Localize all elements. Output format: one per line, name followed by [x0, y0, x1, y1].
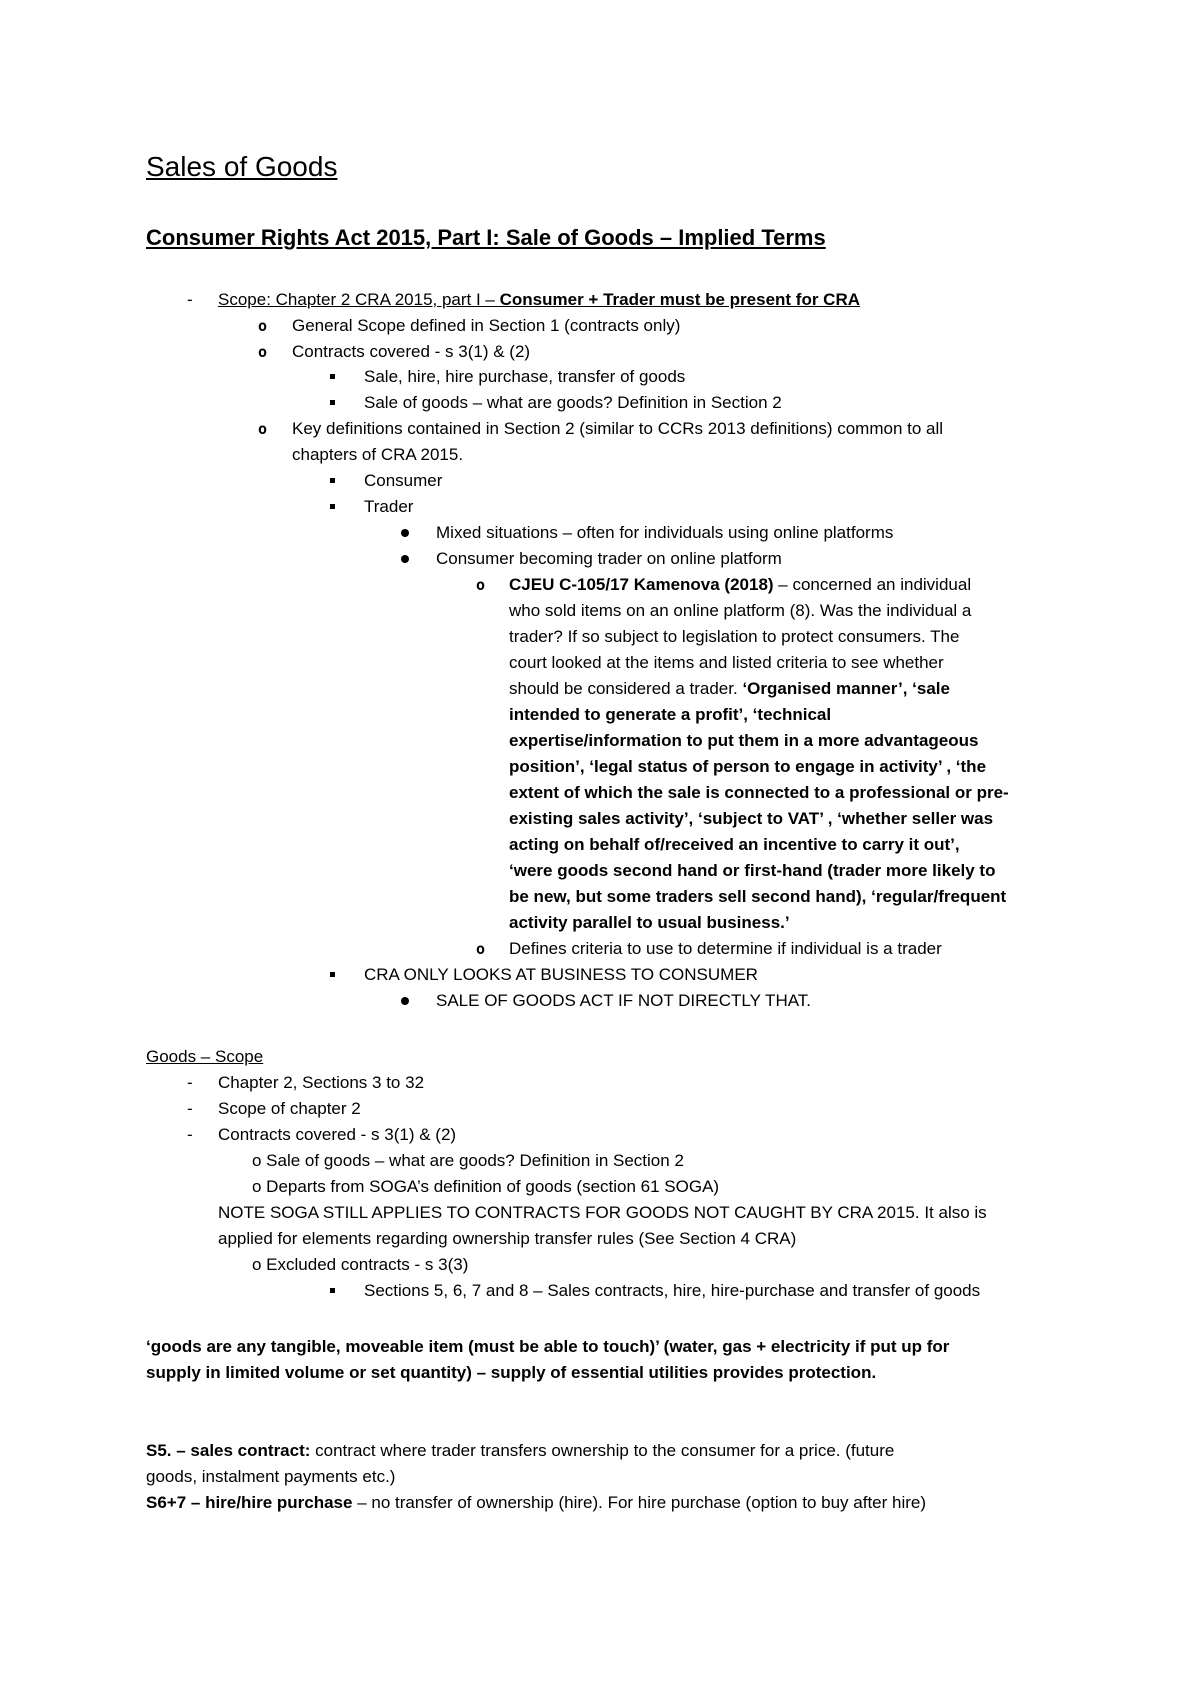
square-bullet	[330, 972, 335, 977]
case-criteria: ‘Organised manner’, ‘sale	[742, 679, 950, 698]
list-item: General Scope defined in Section 1 (contracts only)	[292, 316, 681, 335]
circle-bullet: o	[258, 420, 268, 438]
scope-line-label: Scope: Chapter 2 CRA 2015, part I –	[218, 290, 500, 309]
circle-bullet: o	[258, 343, 268, 361]
subheading: Goods – Scope	[146, 1047, 264, 1066]
list-item: Mixed situations – often for individuals using online platforms	[436, 523, 894, 542]
case-criteria-line: expertise/information to put them in a more advantageous	[509, 731, 979, 750]
note-line: applied for elements regarding ownership transfer rules (See Section 4 CRA)	[218, 1229, 797, 1248]
s67-line	[146, 1492, 926, 1514]
list-item: Sale, hire, hire purchase, transfer of goods	[364, 367, 686, 386]
s5-text: contract where trader transfers ownership to the consumer for a price. (future	[310, 1441, 895, 1460]
case-criteria-line: acting on behalf of/received an incentive to carry it out’,	[509, 835, 960, 854]
dash-bullet: -	[187, 290, 193, 309]
section-heading: Consumer Rights Act 2015, Part I: Sale of Goods – Implied Terms	[146, 225, 826, 250]
circle-bullet: o	[476, 940, 486, 958]
round-bullet	[401, 529, 409, 537]
circle-bullet: o	[476, 576, 486, 594]
scope-line	[218, 289, 860, 311]
list-item: Contracts covered - s 3(1) & (2)	[292, 342, 531, 361]
case-intro: – concerned an individual	[773, 575, 972, 594]
list-item: Scope of chapter 2	[218, 1099, 361, 1118]
round-bullet	[401, 555, 409, 563]
list-item: o Excluded contracts - s 3(3)	[252, 1255, 469, 1274]
square-bullet	[330, 478, 335, 483]
scope-line-emphasis: Consumer + Trader must be present for CRA	[499, 290, 861, 309]
list-item: Sections 5, 6, 7 and 8 – Sales contracts, hire, hire-purchase and transfer of goods	[364, 1281, 981, 1300]
doc-title: Sales of Goods	[146, 151, 338, 182]
list-item: SALE OF GOODS ACT IF NOT DIRECTLY THAT.	[436, 991, 812, 1010]
round-bullet	[401, 997, 409, 1005]
dash-bullet: -	[187, 1125, 193, 1144]
list-item: Chapter 2, Sections 3 to 32	[218, 1073, 425, 1092]
s67-text: – no transfer of ownership (hire). For hire purchase (option to buy after hire)	[352, 1493, 927, 1512]
s5-line-continued: goods, instalment payments etc.)	[146, 1467, 396, 1486]
s5-label: S5. – sales contract:	[146, 1441, 311, 1460]
case-text-line: who sold items on an online platform (8). Was the individual a	[509, 601, 972, 620]
case-criteria-line: be new, but some traders sell second hand), ‘regular/frequent	[509, 887, 1007, 906]
case-criteria-line: ‘were goods second hand or first-hand (trader more likely to	[509, 861, 996, 880]
goods-definition: supply in limited volume or set quantity) – supply of essential utilities provides protection.	[146, 1363, 877, 1382]
case-heading-line	[509, 574, 971, 596]
s67-label: S6+7 – hire/hire purchase	[146, 1493, 353, 1512]
case-criteria-line: extent of which the sale is connected to a professional or pre-	[509, 783, 1009, 802]
list-item: Consumer	[364, 471, 443, 490]
dash-bullet: -	[187, 1099, 193, 1118]
case-criteria-line: position’, ‘legal status of person to engage in activity’ , ‘the	[509, 757, 987, 776]
list-item: o Sale of goods – what are goods? Definition in Section 2	[252, 1151, 684, 1170]
dash-bullet: -	[187, 1073, 193, 1092]
list-item-continued: chapters of CRA 2015.	[292, 445, 464, 464]
square-bullet	[330, 400, 335, 405]
list-item: o Departs from SOGA’s definition of goods (section 61 SOGA)	[252, 1177, 720, 1196]
case-criteria-line: activity parallel to usual business.’	[509, 913, 790, 932]
case-citation: CJEU C-105/17 Kamenova (2018)	[509, 575, 774, 594]
square-bullet	[330, 1288, 335, 1293]
case-text-line: court looked at the items and listed criteria to see whether	[509, 653, 944, 672]
s5-line	[146, 1440, 894, 1462]
note-line: NOTE SOGA STILL APPLIES TO CONTRACTS FOR GOODS NOT CAUGHT BY CRA 2015. It also is	[218, 1203, 987, 1222]
case-text-line	[509, 678, 950, 700]
square-bullet	[330, 504, 335, 509]
list-item: Key definitions contained in Section 2 (similar to CCRs 2013 definitions) common to all	[292, 419, 944, 438]
list-item: Defines criteria to use to determine if individual is a trader	[509, 939, 942, 958]
case-criteria-line: existing sales activity’, ‘subject to VAT’ , ‘whether seller was	[509, 809, 994, 828]
list-item: Consumer becoming trader on online platform	[436, 549, 782, 568]
case-text: should be considered a trader.	[509, 679, 743, 698]
case-text-line: trader? If so subject to legislation to protect consumers. The	[509, 627, 960, 646]
circle-bullet: o	[258, 317, 268, 335]
goods-definition: ‘goods are any tangible, moveable item (must be able to touch)’ (water, gas + electricity if put up for	[146, 1337, 950, 1356]
list-item: Sale of goods – what are goods? Definition in Section 2	[364, 393, 782, 412]
list-item: CRA ONLY LOOKS AT BUSINESS TO CONSUMER	[364, 965, 758, 984]
case-criteria-line: intended to generate a profit’, ‘technical	[509, 705, 832, 724]
list-item: Trader	[364, 497, 414, 516]
list-item: Contracts covered - s 3(1) & (2)	[218, 1125, 457, 1144]
square-bullet	[330, 374, 335, 379]
